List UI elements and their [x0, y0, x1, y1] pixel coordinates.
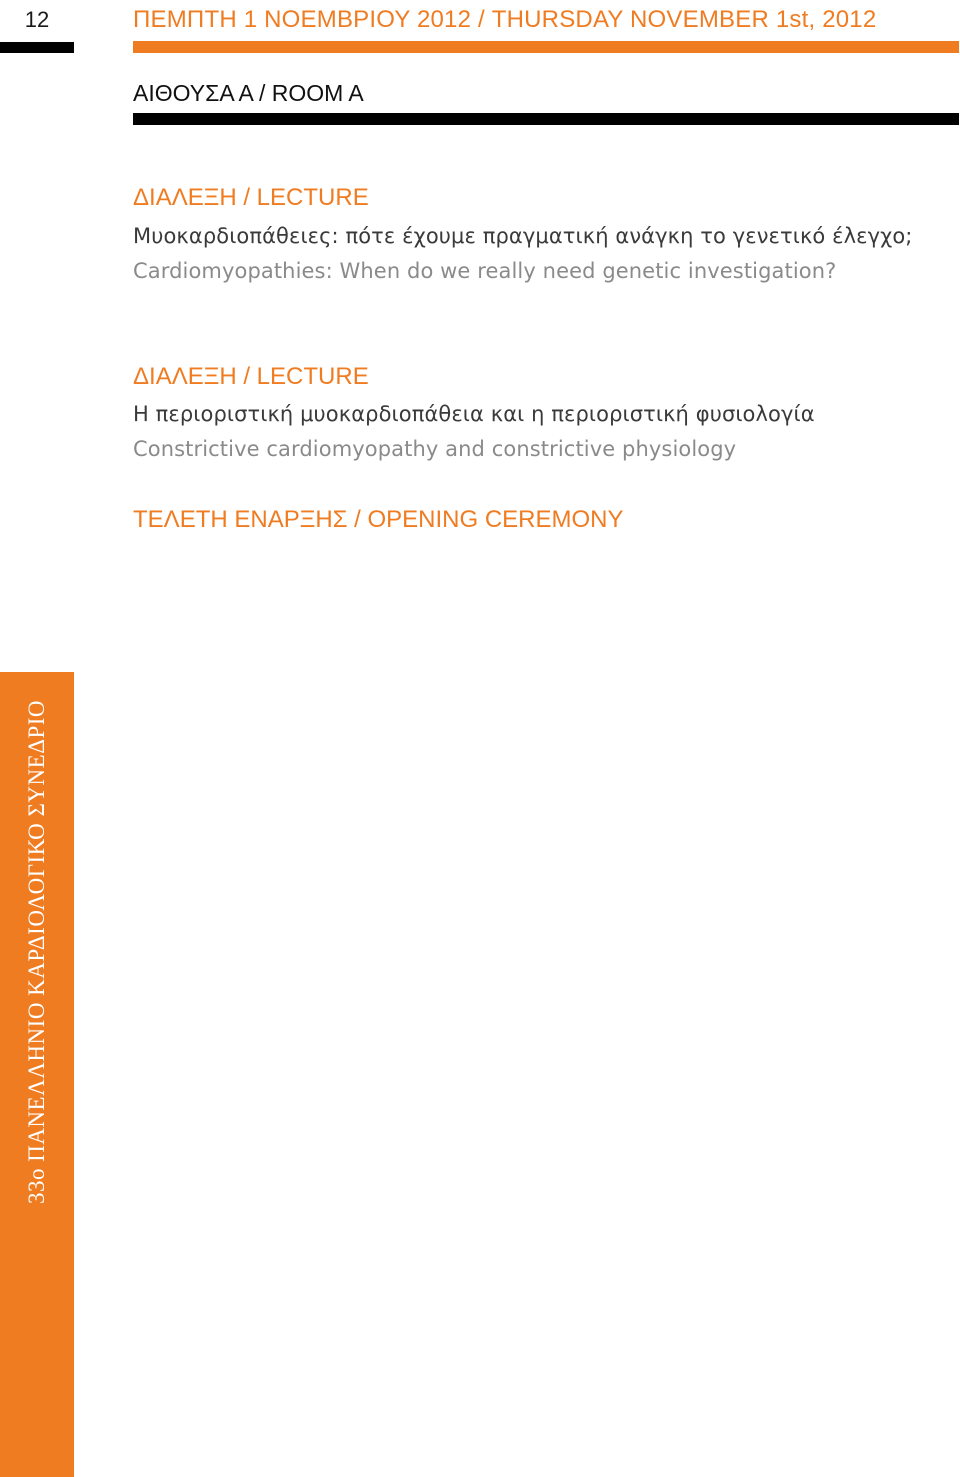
orange-rule — [133, 41, 959, 53]
congress-name-vertical: 33ο ΠΑΝΕΛΛΗΝΙΟ ΚΑΡΔΙΟΛΟΓΙΚΟ ΣΥΝΕΔΡΙΟ — [24, 699, 49, 1205]
lecture-1-title-greek: Μυοκαρδιοπάθειες: πότε έχουμε πραγματική ανάγκη το γενετικό έλεγχο; — [133, 224, 913, 248]
black-rule — [133, 113, 959, 125]
lecture-1-heading: ΔΙΑΛΕΞΗ / LECTURE — [133, 184, 369, 211]
room-title: ΑΙΘΟΥΣΑ Α / ROOM A — [133, 80, 364, 106]
page-number: 12 — [24, 7, 50, 32]
lecture-2-title-english: Constrictive cardiomyopathy and constrictive physiology — [133, 437, 737, 461]
page-number-tab — [0, 42, 74, 53]
opening-ceremony-heading: ΤΕΛΕΤΗ ΕΝΑΡΞΗΣ / OPENING CEREMONY — [133, 506, 624, 533]
lecture-1-title-english: Cardiomyopathies: When do we really need genetic investigation? — [133, 259, 837, 283]
date-title: ΠΕΜΠΤΗ 1 ΝΟΕΜΒΡΙΟΥ 2012 / THURSDAY NOVEMBER 1st, 2012 — [133, 6, 877, 33]
lecture-2-heading: ΔΙΑΛΕΞΗ / LECTURE — [133, 363, 369, 390]
lecture-2-title-greek: Η περιοριστική μυοκαρδιοπάθεια και η περιοριστική φυσιολογία — [133, 402, 815, 426]
